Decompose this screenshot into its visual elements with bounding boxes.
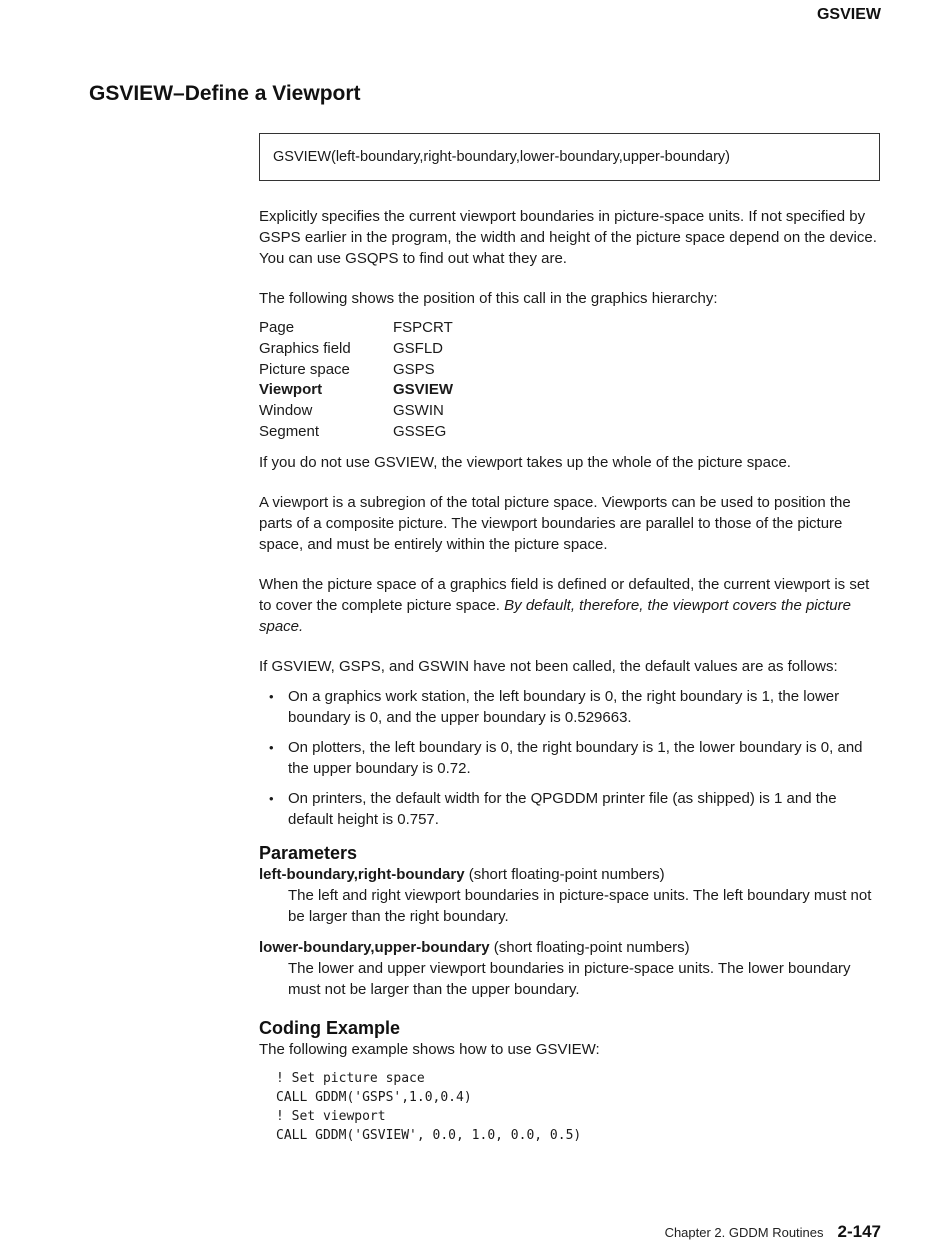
syntax-text: GSVIEW(left-boundary,right-boundary,lower-boundary,upper-boundary) [273,149,730,165]
list-item-text: On printers, the default width for the QPGDDM printer file (as shipped) is 1 and the default height is 0.757. [288,789,837,828]
hierarchy-level: Page [259,319,295,336]
hierarchy-row [259,401,884,422]
hierarchy-row [259,360,884,381]
parameter-type: (short floating-point numbers) [489,938,690,956]
hierarchy-level: Segment [259,422,320,440]
bullet-icon: • [269,739,274,755]
code-line: ! Set picture space [276,1070,425,1086]
hierarchy-call: GSVIEW [393,381,454,399]
hierarchy-level: Picture space [259,360,350,378]
intro-paragraph: Explicitly specifies the current viewport boundaries in picture-space units. If not specified by GSPS earlier in the program, the width and height of the picture space depend on the device. You can use GSQPS to find out what they are. [259,208,877,267]
parameter-description: The lower and upper viewport boundaries in picture-space units. The lower boundary must not be larger than the upper boundary. [288,959,851,998]
hierarchy-intro: The following shows the position of this call in the graphics hierarchy: [259,290,718,307]
list-item [259,686,884,728]
parameter-entry [259,937,884,1000]
code-line: ! Set viewport [276,1108,386,1124]
list-item [259,788,884,830]
hierarchy-call: FSPCRT [393,319,453,336]
bullet-icon: • [269,688,274,704]
running-header: GSVIEW [816,6,881,23]
syntax-box [259,133,880,181]
list-item-text: On a graphics work station, the left boundary is 0, the right boundary is 1, the lower boundary is 0, and the upper boundary is 0.529663. [288,687,840,726]
code-line: CALL GDDM('GSPS',1.0,0.4) [276,1089,472,1105]
hierarchy-level: Graphics field [259,339,351,357]
coding-example-heading: Coding Example [259,1017,401,1038]
parameter-type: (short floating-point numbers) [464,865,665,883]
parameter-entry [259,864,884,927]
defaults-intro: If GSVIEW, GSPS, and GSWIN have not been called, the default values are as follows: [259,657,838,675]
hierarchy-level: Viewport [259,381,323,399]
hierarchy-call: GSSEG [393,422,447,440]
default-viewport-note: If you do not use GSVIEW, the viewport takes up the whole of the picture space. [259,453,791,471]
hierarchy-row [259,318,884,339]
code-block [259,1069,884,1145]
parameter-description: The left and right viewport boundaries in picture-space units. The left boundary must not be larger than the right boundary. [288,886,872,925]
coding-example-intro: The following example shows how to use GSVIEW: [259,1040,600,1058]
default-emphasis: By default, therefore, the viewport covers the picture space. [259,596,851,635]
list-item [259,737,884,779]
hierarchy-level: Window [259,402,313,420]
hierarchy-call: GSWIN [393,402,444,420]
parameter-term: left-boundary,right-boundary [259,865,465,883]
default-text: When the picture space of a graphics field is defined or defaulted, the current viewport is set to cover the complete picture space. [259,575,870,614]
page-title: GSVIEW–Define a Viewport [89,82,361,105]
parameter-term-line [259,864,884,885]
hierarchy-row [259,339,884,360]
hierarchy-table [259,318,884,443]
parameters-heading: Parameters [259,842,358,863]
list-item-text: On plotters, the left boundary is 0, the right boundary is 1, the lower boundary is 0, and the upper boundary is 0.72. [288,738,863,777]
bullet-icon: • [269,790,274,806]
hierarchy-row-current [259,380,884,401]
code-line: CALL GDDM('GSVIEW', 0.0, 1.0, 0.0, 0.5) [276,1127,582,1143]
hierarchy-call: GSFLD [393,339,444,357]
page-number: 2-147 [837,1222,881,1241]
main-content [259,206,884,1145]
parameter-term-line [259,937,884,958]
page-footer [665,1222,881,1242]
hierarchy-call: GSPS [393,360,435,378]
default-paragraph [259,574,884,637]
parameter-term: lower-boundary,upper-boundary [259,938,490,956]
viewport-paragraph: A viewport is a subregion of the total picture space. Viewports can be used to position the parts of a composite picture. The viewport boundaries are parallel to those of the picture space, and must be entirely within the picture space. [259,493,851,553]
footer-chapter: Chapter 2. GDDM Routines [664,1225,824,1240]
defaults-list [259,686,884,830]
hierarchy-row [259,422,884,443]
